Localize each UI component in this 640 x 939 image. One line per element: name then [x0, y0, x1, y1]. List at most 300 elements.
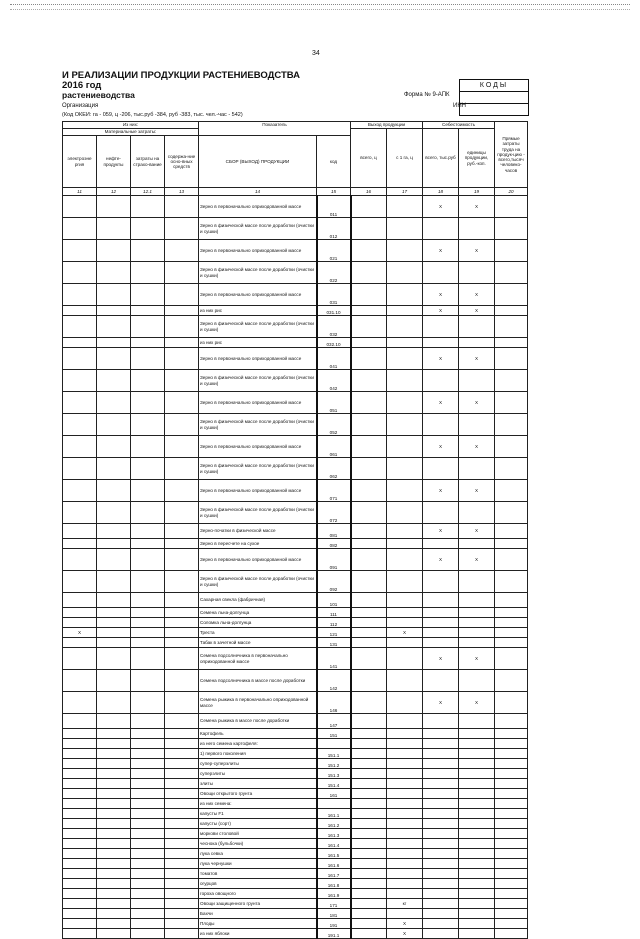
data-cell[interactable] [165, 859, 199, 869]
data-cell[interactable] [131, 648, 165, 670]
data-cell[interactable] [63, 729, 97, 739]
data-cell[interactable] [131, 502, 165, 524]
data-cell[interactable] [387, 348, 423, 370]
data-cell[interactable] [165, 819, 199, 829]
data-cell[interactable] [131, 670, 165, 692]
data-cell[interactable] [495, 779, 528, 789]
data-cell[interactable] [97, 692, 131, 714]
data-cell[interactable] [387, 859, 423, 869]
data-cell[interactable] [131, 370, 165, 392]
data-cell[interactable] [63, 392, 97, 414]
data-cell[interactable] [63, 859, 97, 869]
data-cell[interactable] [63, 869, 97, 879]
data-cell[interactable] [495, 889, 528, 899]
data-cell[interactable] [97, 458, 131, 480]
data-cell[interactable] [131, 799, 165, 809]
data-cell[interactable] [97, 739, 131, 749]
data-cell[interactable] [351, 240, 387, 262]
data-cell[interactable] [63, 593, 97, 608]
data-cell[interactable] [351, 316, 387, 338]
data-cell[interactable] [97, 789, 131, 799]
data-cell[interactable] [351, 909, 387, 919]
data-cell[interactable] [131, 480, 165, 502]
data-cell[interactable]: X [387, 628, 423, 638]
data-cell[interactable] [495, 859, 528, 869]
data-cell[interactable] [387, 819, 423, 829]
data-cell[interactable] [459, 829, 495, 839]
data-cell[interactable] [423, 839, 459, 849]
data-cell[interactable] [423, 618, 459, 628]
data-cell[interactable] [131, 392, 165, 414]
data-cell[interactable] [131, 218, 165, 240]
data-cell[interactable] [351, 218, 387, 240]
data-cell[interactable] [423, 929, 459, 939]
data-cell[interactable] [351, 638, 387, 648]
data-cell[interactable] [423, 414, 459, 436]
data-cell[interactable] [459, 571, 495, 593]
data-cell[interactable] [131, 839, 165, 849]
data-cell[interactable] [63, 571, 97, 593]
data-cell[interactable] [131, 593, 165, 608]
data-cell[interactable] [351, 618, 387, 628]
data-cell[interactable] [351, 549, 387, 571]
data-cell[interactable] [97, 618, 131, 628]
data-cell[interactable] [97, 889, 131, 899]
data-cell[interactable] [165, 769, 199, 779]
data-cell[interactable] [351, 502, 387, 524]
data-cell[interactable] [165, 692, 199, 714]
data-cell[interactable] [387, 524, 423, 539]
data-cell[interactable] [387, 593, 423, 608]
data-cell[interactable] [387, 829, 423, 839]
data-cell[interactable] [165, 739, 199, 749]
data-cell[interactable] [495, 839, 528, 849]
data-cell[interactable] [387, 739, 423, 749]
data-cell[interactable] [351, 524, 387, 539]
data-cell[interactable] [351, 436, 387, 458]
data-cell[interactable] [387, 338, 423, 348]
data-cell[interactable] [97, 571, 131, 593]
data-cell[interactable] [97, 370, 131, 392]
data-cell[interactable] [387, 729, 423, 739]
data-cell[interactable] [423, 539, 459, 549]
data-cell[interactable] [63, 749, 97, 759]
data-cell[interactable] [495, 262, 528, 284]
data-cell[interactable] [63, 262, 97, 284]
data-cell[interactable] [131, 899, 165, 909]
data-cell[interactable]: X [423, 648, 459, 670]
data-cell[interactable] [131, 919, 165, 929]
data-cell[interactable] [165, 571, 199, 593]
data-cell[interactable] [63, 919, 97, 929]
data-cell[interactable] [495, 648, 528, 670]
data-cell[interactable] [459, 859, 495, 869]
data-cell[interactable] [165, 593, 199, 608]
data-cell[interactable] [165, 502, 199, 524]
data-cell[interactable] [97, 262, 131, 284]
data-cell[interactable] [351, 789, 387, 799]
data-cell[interactable] [351, 480, 387, 502]
data-cell[interactable] [63, 759, 97, 769]
data-cell[interactable] [165, 638, 199, 648]
data-cell[interactable] [387, 284, 423, 306]
data-cell[interactable] [131, 436, 165, 458]
data-cell[interactable] [387, 809, 423, 819]
data-cell[interactable] [63, 539, 97, 549]
data-cell[interactable] [165, 196, 199, 218]
data-cell[interactable] [63, 218, 97, 240]
data-cell[interactable] [131, 692, 165, 714]
data-cell[interactable] [131, 859, 165, 869]
data-cell[interactable] [165, 436, 199, 458]
data-cell[interactable] [459, 809, 495, 819]
data-cell[interactable] [387, 769, 423, 779]
data-cell[interactable] [165, 889, 199, 899]
data-cell[interactable] [63, 648, 97, 670]
data-cell[interactable] [387, 502, 423, 524]
data-cell[interactable] [63, 889, 97, 899]
data-cell[interactable] [351, 769, 387, 779]
data-cell[interactable] [495, 480, 528, 502]
data-cell[interactable]: кг [387, 899, 423, 909]
data-cell[interactable] [423, 729, 459, 739]
data-cell[interactable] [495, 919, 528, 929]
data-cell[interactable] [97, 338, 131, 348]
data-cell[interactable] [495, 670, 528, 692]
data-cell[interactable]: X [423, 196, 459, 218]
data-cell[interactable] [131, 348, 165, 370]
data-cell[interactable] [459, 779, 495, 789]
data-cell[interactable] [351, 306, 387, 316]
data-cell[interactable] [387, 849, 423, 859]
data-cell[interactable] [423, 869, 459, 879]
data-cell[interactable] [495, 196, 528, 218]
data-cell[interactable]: X [423, 480, 459, 502]
data-cell[interactable] [495, 608, 528, 618]
data-cell[interactable] [351, 869, 387, 879]
data-cell[interactable] [351, 628, 387, 638]
data-cell[interactable] [387, 909, 423, 919]
data-cell[interactable] [351, 338, 387, 348]
data-cell[interactable] [97, 839, 131, 849]
data-cell[interactable] [63, 909, 97, 919]
data-cell[interactable] [351, 348, 387, 370]
data-cell[interactable] [131, 789, 165, 799]
data-cell[interactable] [423, 608, 459, 618]
data-cell[interactable] [165, 539, 199, 549]
data-cell[interactable] [97, 628, 131, 638]
data-cell[interactable] [63, 879, 97, 889]
data-cell[interactable] [131, 729, 165, 739]
data-cell[interactable] [131, 739, 165, 749]
data-cell[interactable] [97, 638, 131, 648]
data-cell[interactable] [97, 749, 131, 759]
data-cell[interactable]: X [459, 692, 495, 714]
data-cell[interactable] [459, 869, 495, 879]
data-cell[interactable] [97, 593, 131, 608]
data-cell[interactable] [495, 338, 528, 348]
data-cell[interactable] [495, 829, 528, 839]
data-cell[interactable] [131, 549, 165, 571]
data-cell[interactable] [351, 571, 387, 593]
data-cell[interactable] [351, 714, 387, 729]
data-cell[interactable] [495, 458, 528, 480]
data-cell[interactable] [131, 769, 165, 779]
data-cell[interactable] [165, 284, 199, 306]
data-cell[interactable] [97, 909, 131, 919]
data-cell[interactable] [423, 638, 459, 648]
data-cell[interactable] [97, 809, 131, 819]
data-cell[interactable] [131, 759, 165, 769]
data-cell[interactable] [63, 839, 97, 849]
data-cell[interactable] [459, 539, 495, 549]
data-cell[interactable] [63, 692, 97, 714]
data-cell[interactable] [495, 571, 528, 593]
data-cell[interactable] [495, 899, 528, 909]
data-cell[interactable] [387, 436, 423, 458]
data-cell[interactable] [423, 502, 459, 524]
data-cell[interactable] [495, 502, 528, 524]
data-cell[interactable] [97, 879, 131, 889]
data-cell[interactable] [495, 524, 528, 539]
data-cell[interactable] [423, 749, 459, 759]
data-cell[interactable] [165, 849, 199, 859]
data-cell[interactable] [165, 789, 199, 799]
data-cell[interactable] [459, 618, 495, 628]
data-cell[interactable] [63, 348, 97, 370]
data-cell[interactable] [97, 648, 131, 670]
data-cell[interactable] [97, 306, 131, 316]
data-cell[interactable] [97, 714, 131, 729]
data-cell[interactable] [63, 338, 97, 348]
data-cell[interactable] [495, 628, 528, 638]
data-cell[interactable] [459, 909, 495, 919]
data-cell[interactable] [97, 284, 131, 306]
data-cell[interactable] [63, 414, 97, 436]
data-cell[interactable] [165, 608, 199, 618]
data-cell[interactable] [165, 240, 199, 262]
data-cell[interactable]: X [423, 348, 459, 370]
data-cell[interactable] [459, 414, 495, 436]
data-cell[interactable] [351, 729, 387, 739]
data-cell[interactable]: X [387, 929, 423, 939]
data-cell[interactable] [131, 196, 165, 218]
data-cell[interactable] [387, 539, 423, 549]
data-cell[interactable] [387, 670, 423, 692]
data-cell[interactable] [459, 218, 495, 240]
data-cell[interactable] [63, 799, 97, 809]
data-cell[interactable] [63, 480, 97, 502]
data-cell[interactable] [459, 638, 495, 648]
data-cell[interactable] [459, 889, 495, 899]
data-cell[interactable] [165, 909, 199, 919]
data-cell[interactable] [97, 608, 131, 618]
data-cell[interactable] [495, 618, 528, 628]
data-cell[interactable] [165, 919, 199, 929]
data-cell[interactable] [97, 729, 131, 739]
data-cell[interactable] [131, 779, 165, 789]
data-cell[interactable] [165, 729, 199, 739]
data-cell[interactable] [97, 316, 131, 338]
data-cell[interactable] [165, 348, 199, 370]
data-cell[interactable]: X [459, 284, 495, 306]
data-cell[interactable] [97, 480, 131, 502]
data-cell[interactable] [351, 849, 387, 859]
data-cell[interactable] [131, 608, 165, 618]
data-cell[interactable]: X [387, 919, 423, 929]
data-cell[interactable] [63, 670, 97, 692]
data-cell[interactable] [387, 839, 423, 849]
data-cell[interactable] [165, 829, 199, 839]
data-cell[interactable]: X [423, 240, 459, 262]
data-cell[interactable] [387, 759, 423, 769]
data-cell[interactable] [165, 306, 199, 316]
data-cell[interactable] [495, 306, 528, 316]
data-cell[interactable] [387, 549, 423, 571]
data-cell[interactable] [351, 839, 387, 849]
data-cell[interactable] [495, 549, 528, 571]
data-cell[interactable] [63, 819, 97, 829]
data-cell[interactable] [97, 502, 131, 524]
data-cell[interactable] [495, 849, 528, 859]
data-cell[interactable]: X [423, 692, 459, 714]
data-cell[interactable] [351, 370, 387, 392]
data-cell[interactable] [351, 799, 387, 809]
data-cell[interactable] [351, 879, 387, 889]
data-cell[interactable] [165, 458, 199, 480]
data-cell[interactable] [97, 670, 131, 692]
data-cell[interactable] [63, 240, 97, 262]
data-cell[interactable] [63, 899, 97, 909]
data-cell[interactable] [459, 593, 495, 608]
data-cell[interactable] [97, 759, 131, 769]
data-cell[interactable] [165, 392, 199, 414]
data-cell[interactable] [423, 829, 459, 839]
data-cell[interactable] [131, 809, 165, 819]
data-cell[interactable] [495, 869, 528, 879]
data-cell[interactable] [459, 370, 495, 392]
data-cell[interactable] [387, 458, 423, 480]
data-cell[interactable] [423, 739, 459, 749]
data-cell[interactable] [63, 316, 97, 338]
data-cell[interactable] [423, 571, 459, 593]
data-cell[interactable]: X [459, 549, 495, 571]
data-cell[interactable] [387, 692, 423, 714]
data-cell[interactable] [97, 849, 131, 859]
data-cell[interactable] [387, 618, 423, 628]
data-cell[interactable] [97, 869, 131, 879]
data-cell[interactable] [131, 749, 165, 759]
data-cell[interactable] [495, 799, 528, 809]
data-cell[interactable] [63, 714, 97, 729]
data-cell[interactable] [351, 539, 387, 549]
data-cell[interactable] [495, 739, 528, 749]
data-cell[interactable] [495, 593, 528, 608]
data-cell[interactable] [423, 714, 459, 729]
data-cell[interactable] [165, 628, 199, 638]
data-cell[interactable] [165, 749, 199, 759]
data-cell[interactable] [131, 240, 165, 262]
data-cell[interactable] [63, 549, 97, 571]
data-cell[interactable] [495, 909, 528, 919]
data-cell[interactable] [495, 809, 528, 819]
data-cell[interactable] [351, 196, 387, 218]
data-cell[interactable] [423, 628, 459, 638]
data-cell[interactable] [351, 739, 387, 749]
data-cell[interactable] [351, 899, 387, 909]
data-cell[interactable] [63, 370, 97, 392]
data-cell[interactable] [63, 779, 97, 789]
data-cell[interactable] [165, 670, 199, 692]
data-cell[interactable] [97, 240, 131, 262]
data-cell[interactable] [423, 370, 459, 392]
data-cell[interactable] [387, 370, 423, 392]
data-cell[interactable] [423, 849, 459, 859]
data-cell[interactable] [351, 749, 387, 759]
data-cell[interactable] [165, 899, 199, 909]
data-cell[interactable] [131, 524, 165, 539]
data-cell[interactable] [387, 218, 423, 240]
data-cell[interactable] [63, 284, 97, 306]
data-cell[interactable] [387, 638, 423, 648]
data-cell[interactable] [423, 759, 459, 769]
data-cell[interactable] [387, 889, 423, 899]
data-cell[interactable] [423, 899, 459, 909]
data-cell[interactable] [97, 539, 131, 549]
data-cell[interactable] [495, 729, 528, 739]
data-cell[interactable] [165, 869, 199, 879]
data-cell[interactable]: X [459, 240, 495, 262]
data-cell[interactable] [63, 436, 97, 458]
data-cell[interactable]: X [459, 480, 495, 502]
data-cell[interactable] [165, 759, 199, 769]
data-cell[interactable]: X [423, 306, 459, 316]
data-cell[interactable] [351, 919, 387, 929]
data-cell[interactable] [459, 839, 495, 849]
data-cell[interactable] [495, 749, 528, 759]
data-cell[interactable] [97, 524, 131, 539]
data-cell[interactable] [63, 524, 97, 539]
data-cell[interactable] [131, 889, 165, 899]
data-cell[interactable] [97, 549, 131, 571]
data-cell[interactable] [97, 348, 131, 370]
data-cell[interactable] [165, 316, 199, 338]
data-cell[interactable]: X [459, 524, 495, 539]
data-cell[interactable] [459, 316, 495, 338]
data-cell[interactable] [423, 909, 459, 919]
data-cell[interactable] [131, 539, 165, 549]
data-cell[interactable] [459, 919, 495, 929]
data-cell[interactable] [423, 889, 459, 899]
data-cell[interactable] [387, 799, 423, 809]
data-cell[interactable] [423, 879, 459, 889]
data-cell[interactable] [387, 714, 423, 729]
data-cell[interactable] [423, 799, 459, 809]
data-cell[interactable] [165, 839, 199, 849]
data-cell[interactable] [351, 829, 387, 839]
data-cell[interactable] [459, 670, 495, 692]
data-cell[interactable] [351, 458, 387, 480]
data-cell[interactable] [63, 829, 97, 839]
data-cell[interactable] [63, 458, 97, 480]
data-cell[interactable] [165, 414, 199, 436]
data-cell[interactable] [423, 262, 459, 284]
data-cell[interactable] [131, 618, 165, 628]
data-cell[interactable] [459, 338, 495, 348]
data-cell[interactable] [459, 799, 495, 809]
data-cell[interactable] [459, 879, 495, 889]
data-cell[interactable]: X [459, 348, 495, 370]
